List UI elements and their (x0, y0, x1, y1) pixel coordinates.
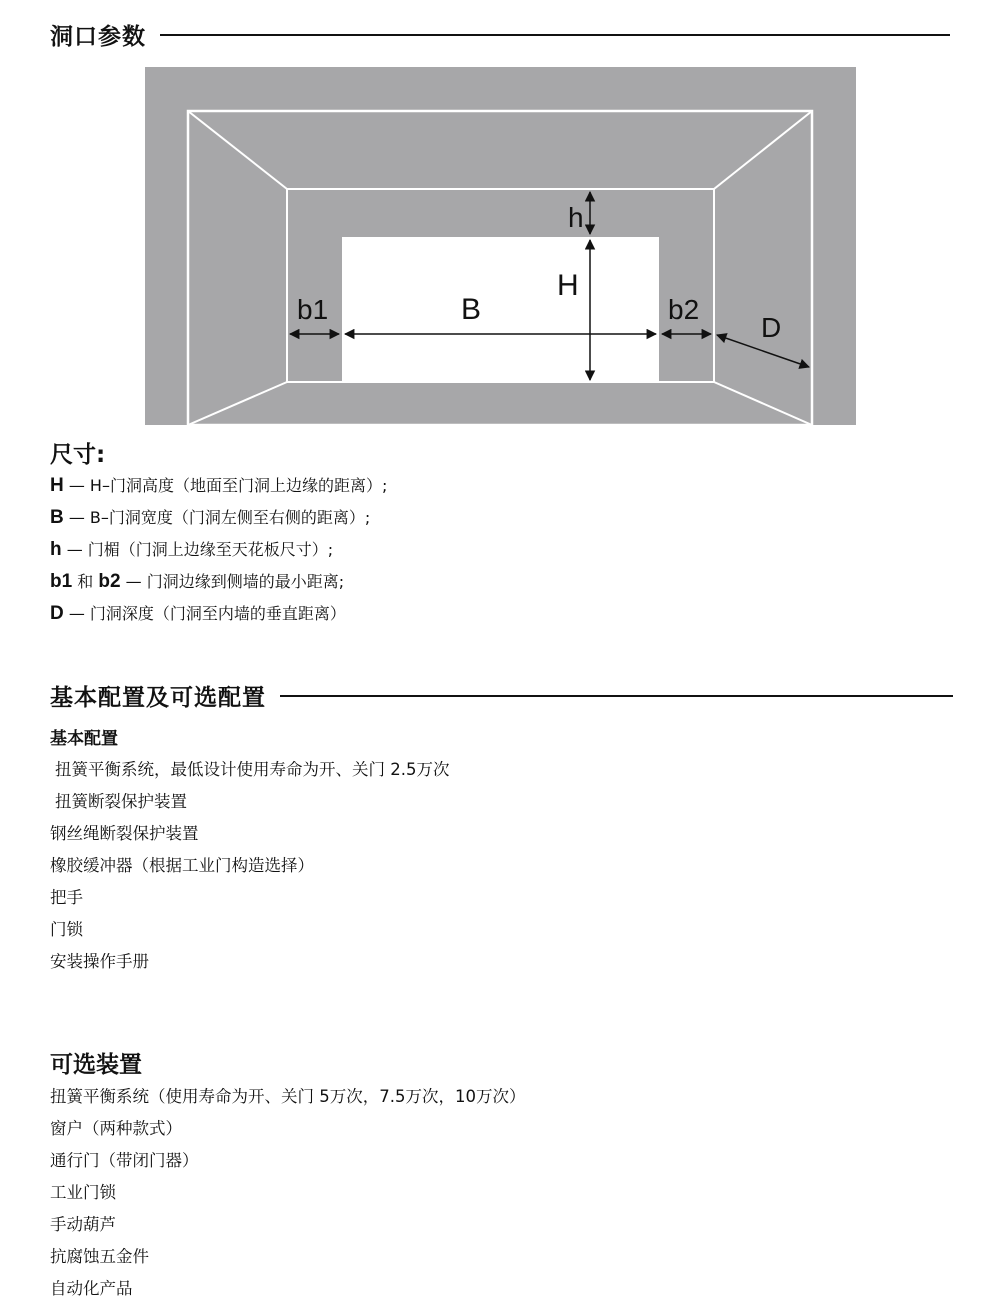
dimension-item (50, 566, 387, 598)
list-item: 把手 (50, 888, 83, 907)
dimension-key: H (50, 475, 64, 496)
dimension-item (50, 502, 387, 534)
optional-equipment-list (50, 1081, 525, 1305)
dimension-key: D (50, 603, 64, 624)
list-item: 门锁 (50, 920, 83, 939)
door-opening (342, 237, 659, 382)
list-item: 工业门锁 (50, 1183, 116, 1202)
dimension-item (50, 470, 387, 502)
list-item: 钢丝绳断裂保护装置 (50, 824, 199, 843)
dimension-sep: — (125, 572, 142, 591)
label-H: H (557, 269, 579, 302)
dimension-text: 门洞边缘到侧墙的最小距离; (146, 572, 345, 591)
dimension-key: B (50, 507, 64, 528)
section-title: 洞口参数 (50, 24, 146, 50)
dimension-item (50, 598, 387, 630)
list-item: 安装操作手册 (50, 952, 149, 971)
section-header-configuration (50, 679, 953, 712)
dimension-key: b1 (50, 571, 73, 592)
dimension-sep: — (68, 508, 85, 527)
dimension-sep: — (68, 604, 85, 623)
list-item: 通行门（带闭门器） (50, 1151, 199, 1170)
list-item: 扭簧断裂保护装置 (55, 792, 187, 811)
dimension-item (50, 534, 387, 566)
list-item: 窗户（两种款式） (50, 1119, 182, 1138)
dimension-text: 门洞深度（门洞至内墙的垂直距离） (89, 604, 346, 623)
label-b1: b1 (297, 294, 329, 325)
list-item: 橡胶缓冲器（根据工业门构造选择） (50, 856, 314, 875)
basic-config-title: 基本配置 (50, 729, 118, 749)
dimension-text: H–门洞高度（地面至门洞上边缘的距离）; (89, 476, 388, 495)
opening-diagram (145, 67, 856, 425)
label-B: B (461, 293, 482, 326)
dimension-conjunction: 和 (77, 572, 94, 591)
dimensions-title: 尺寸: (50, 442, 106, 468)
dimensions-list (50, 470, 387, 630)
list-item: 扭簧平衡系统，最低设计使用寿命为开、关门 2.5万次 (55, 760, 450, 779)
list-item: 自动化产品 (50, 1279, 133, 1298)
dimension-text: B–门洞宽度（门洞左侧至右侧的距离）; (89, 508, 371, 527)
section-rule (280, 695, 953, 697)
label-b2: b2 (668, 294, 700, 325)
list-item: 扭簧平衡系统（使用寿命为开、关门 5万次，7.5万次，10万次） (50, 1087, 526, 1106)
section-title: 基本配置及可选配置 (50, 685, 266, 711)
basic-config-list (50, 754, 450, 978)
section-rule (160, 34, 950, 36)
dimension-key-2: b2 (98, 571, 121, 592)
optional-equipment-title: 可选装置 (50, 1052, 142, 1078)
label-h: h (568, 202, 584, 233)
dimension-key: h (50, 539, 62, 560)
list-item: 手动葫芦 (50, 1215, 116, 1234)
dimension-text: 门楣（门洞上边缘至天花板尺寸）; (87, 540, 334, 559)
dimension-sep: — (66, 540, 83, 559)
list-item: 抗腐蚀五金件 (50, 1247, 149, 1266)
label-D: D (761, 312, 782, 343)
section-header-opening-params (50, 18, 950, 51)
dimension-sep: — (68, 476, 85, 495)
